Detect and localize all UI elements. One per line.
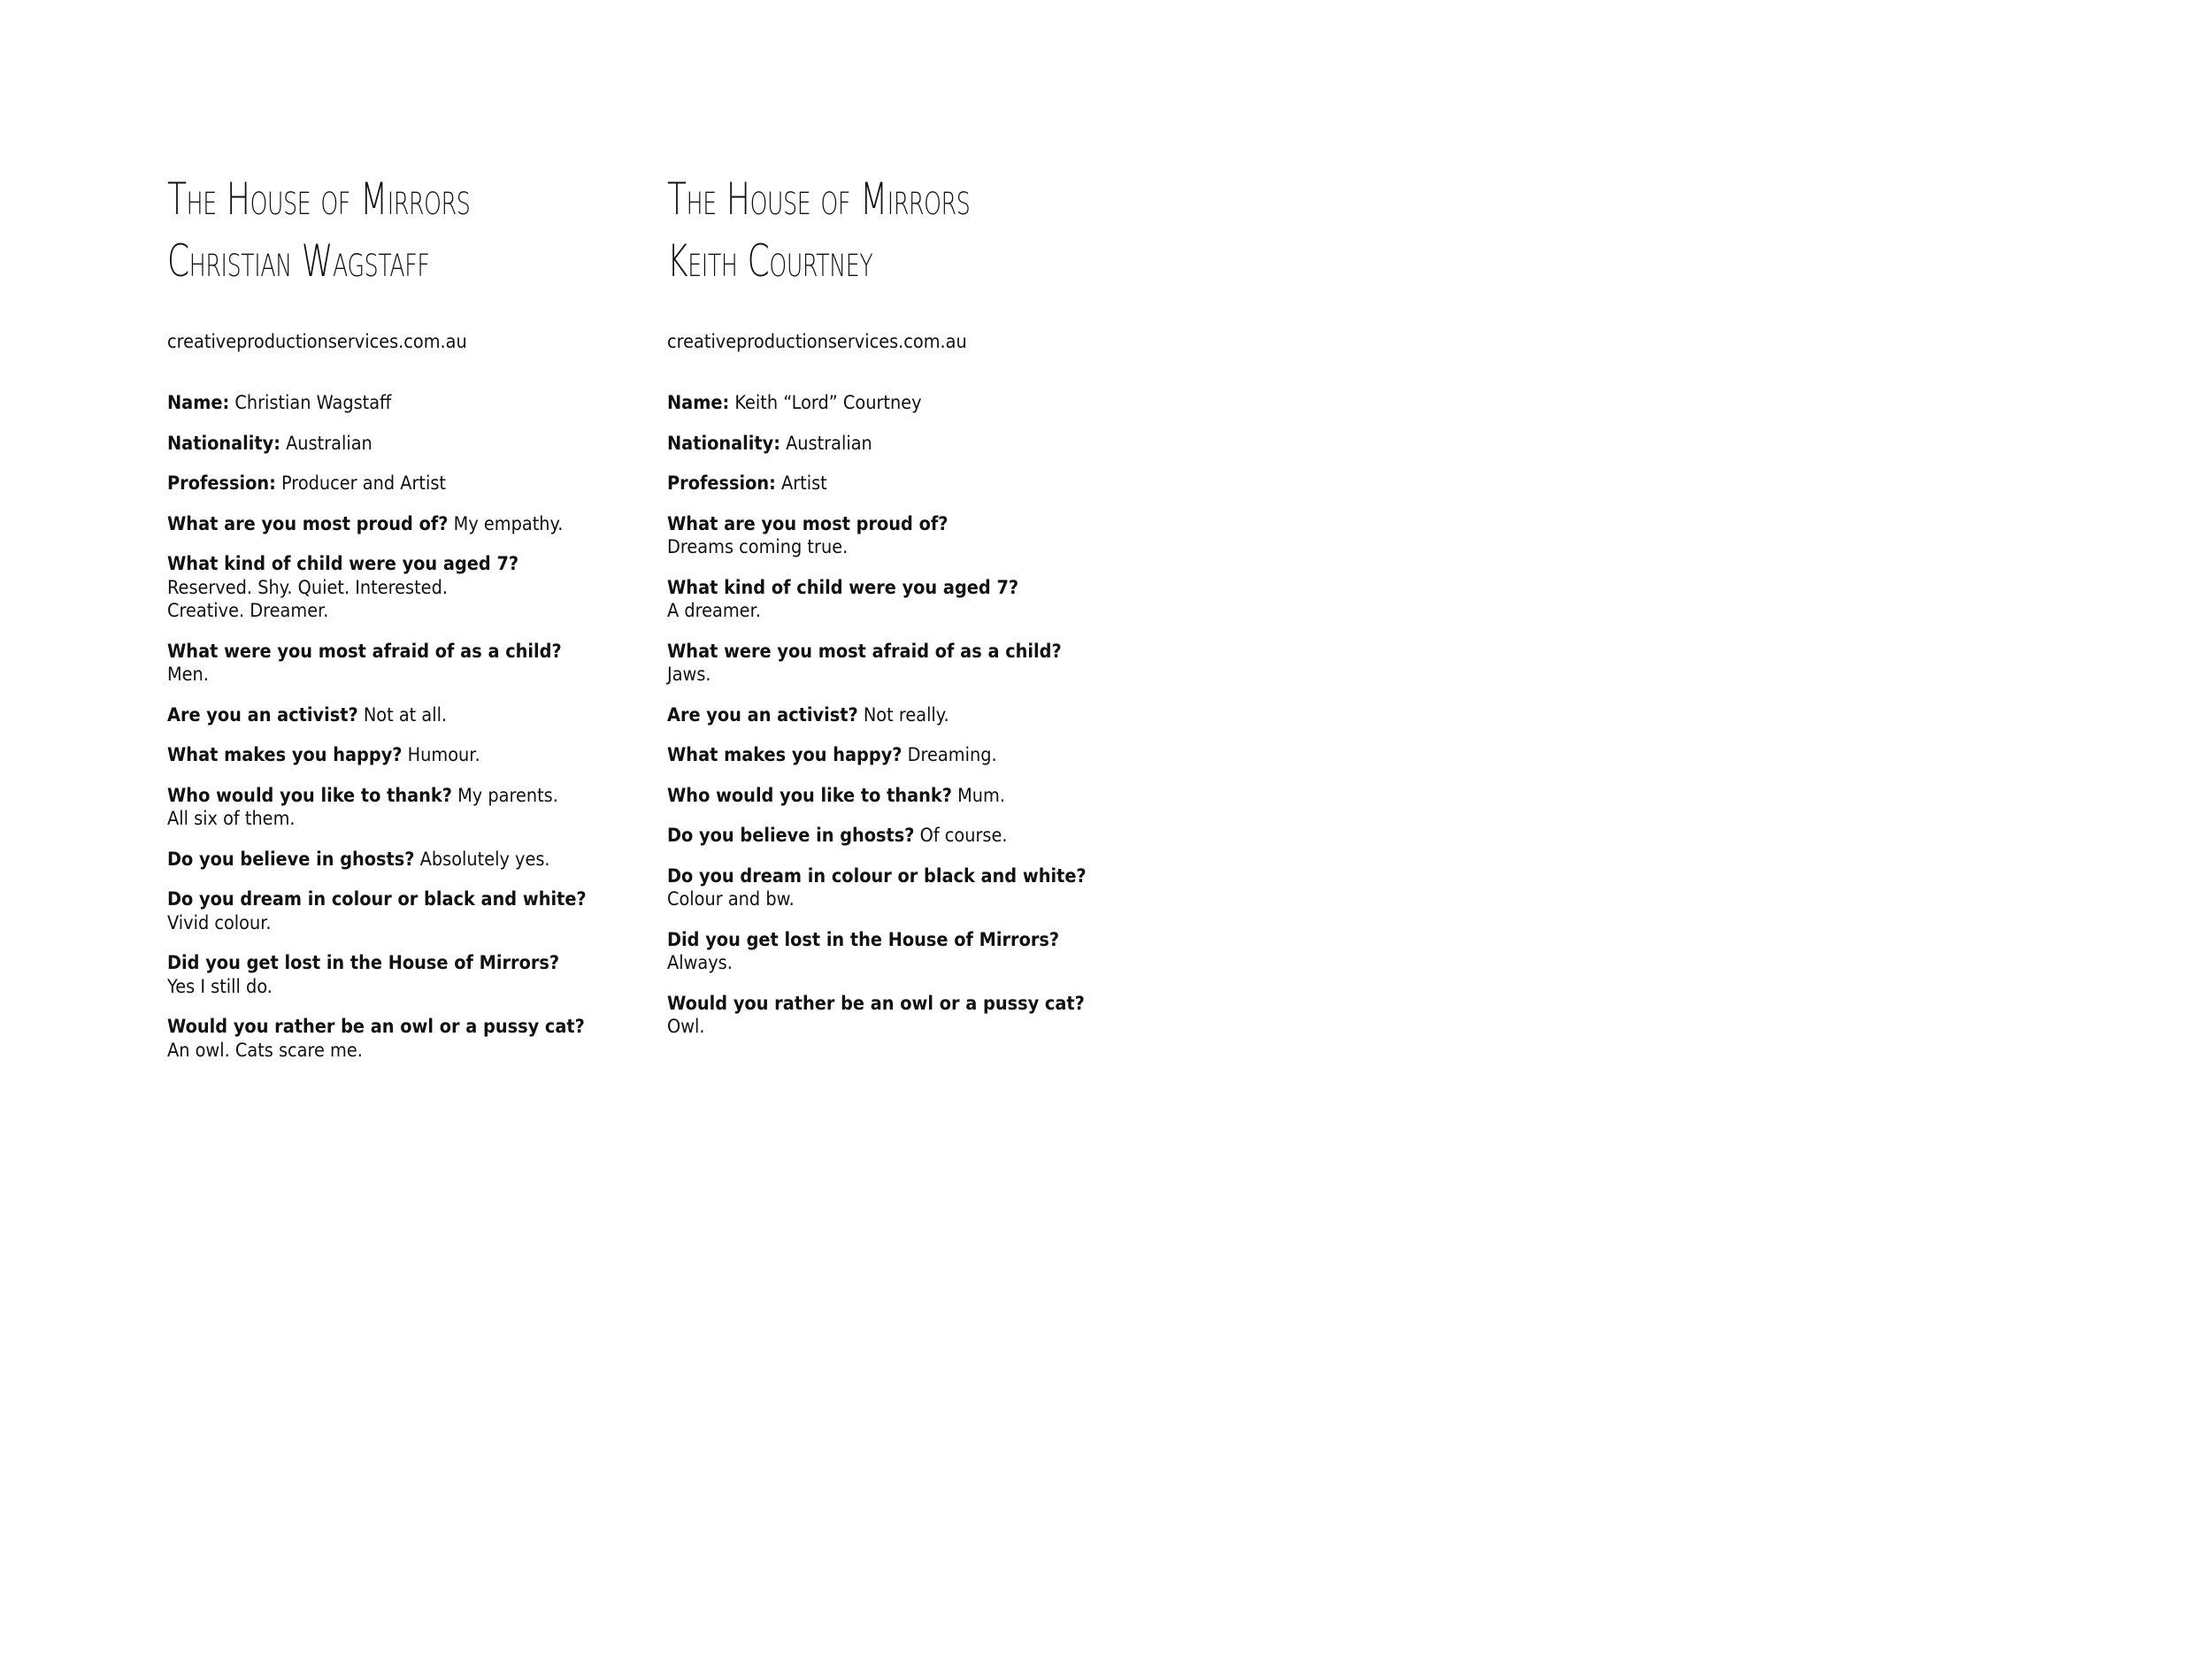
answer-line: Reserved. Shy. Quiet. Interested.	[167, 576, 448, 598]
answer: Australian	[786, 432, 872, 454]
qa-item	[167, 552, 558, 623]
answer: My parents.	[457, 784, 558, 806]
qa-item	[667, 640, 1062, 687]
question: Who would you like to thank?	[167, 784, 452, 806]
profile-title	[167, 168, 473, 292]
answer: Producer and Artist	[281, 472, 446, 494]
answer-line: Owl.	[667, 1016, 705, 1037]
question: Are you an activist?	[667, 703, 858, 726]
qa-item	[167, 640, 562, 687]
answer-line: Jaws.	[667, 664, 711, 685]
question: What were you most afraid of as a child?	[667, 640, 1062, 662]
profile-christian-wagstaff	[167, 168, 592, 1079]
question: Are you an activist?	[167, 703, 358, 726]
qa-item	[667, 824, 1058, 848]
qa-item	[667, 703, 1058, 727]
answer: Dreaming.	[907, 744, 997, 765]
qa-item	[667, 992, 1085, 1039]
answer: Humour.	[407, 744, 480, 765]
qa-item	[667, 391, 1058, 415]
question: What are you most proud of?	[167, 512, 449, 534]
answer-line: Vivid colour.	[167, 911, 272, 933]
profile-keith-courtney	[667, 168, 1092, 1056]
qa-item	[167, 703, 558, 727]
question: Do you believe in ghosts?	[167, 848, 415, 870]
qa-item	[167, 1015, 585, 1062]
question: Do you believe in ghosts?	[667, 825, 915, 846]
qa-item	[167, 848, 558, 872]
title-text: The House of Mirrors	[167, 173, 471, 225]
question: What makes you happy?	[167, 744, 403, 765]
answer: Not at all.	[363, 703, 448, 726]
subtitle-text: Christian Wagstaff	[167, 235, 430, 287]
question: Would you rather be an owl or a pussy cat?	[167, 1016, 585, 1037]
answer: Artist	[781, 472, 827, 494]
answer: Mum.	[957, 784, 1005, 806]
qa-item	[167, 512, 564, 536]
qa-item	[667, 432, 1058, 456]
question: Nationality:	[667, 432, 780, 454]
website-text: creativeproductionservices.com.au	[667, 331, 967, 352]
answer-line: Creative. Dreamer.	[167, 600, 329, 621]
question: Who would you like to thank?	[667, 784, 952, 806]
question: Profession:	[667, 472, 776, 494]
answer-line: Colour and bw.	[667, 888, 795, 910]
question: Did you get lost in the House of Mirrors?	[667, 928, 1060, 950]
qa-item	[667, 512, 1058, 559]
answer: Australian	[286, 432, 373, 454]
qa-item	[667, 864, 1087, 911]
answer: Not really.	[863, 703, 949, 726]
title-text: The House of Mirrors	[667, 173, 971, 225]
question: Do you dream in colour or black and white?	[667, 864, 1087, 887]
question: Name:	[167, 392, 230, 413]
question: What kind of child were you aged 7?	[167, 553, 519, 574]
website-text: creativeproductionservices.com.au	[167, 331, 467, 352]
question: Name:	[667, 392, 730, 413]
answer: Keith “Lord” Courtney	[734, 392, 922, 413]
question: Would you rather be an owl or a pussy cat?	[667, 992, 1085, 1014]
qa-list	[667, 391, 1092, 1039]
qa-item	[167, 784, 558, 831]
question: What were you most afraid of as a child?	[167, 640, 562, 662]
qa-item	[667, 576, 1058, 623]
qa-item	[167, 887, 587, 934]
question: What are you most proud of?	[667, 512, 949, 534]
qa-list	[167, 391, 592, 1062]
qa-item	[667, 784, 1058, 808]
answer: Absolutely yes.	[419, 848, 550, 870]
question: Nationality:	[167, 432, 280, 454]
question: What kind of child were you aged 7?	[667, 576, 1019, 598]
qa-item	[167, 951, 558, 998]
qa-item	[167, 743, 558, 767]
qa-item	[667, 928, 1058, 975]
qa-item	[667, 472, 1058, 495]
question: Did you get lost in the House of Mirrors?	[167, 952, 560, 973]
qa-item	[167, 432, 558, 456]
answer: My empathy.	[453, 512, 564, 534]
answer: Christian Wagstaff	[234, 392, 392, 413]
qa-item	[167, 391, 558, 415]
profile-title	[667, 168, 973, 292]
question: Profession:	[167, 472, 276, 494]
answer-line: Dreams coming true.	[667, 536, 849, 557]
answer-line: Men.	[167, 664, 209, 685]
answer: Of course.	[919, 825, 1008, 846]
qa-item	[167, 472, 558, 495]
answer-line: An owl. Cats scare me.	[167, 1039, 363, 1061]
answer-line: Yes I still do.	[167, 975, 273, 997]
answer-line: All six of them.	[167, 808, 296, 829]
answer-line: Always.	[667, 952, 733, 973]
question: Do you dream in colour or black and white?	[167, 888, 587, 910]
question: What makes you happy?	[667, 744, 902, 765]
subtitle-text: Keith Courtney	[667, 235, 873, 287]
answer-line: A dreamer.	[667, 600, 761, 621]
qa-item	[667, 743, 1058, 767]
